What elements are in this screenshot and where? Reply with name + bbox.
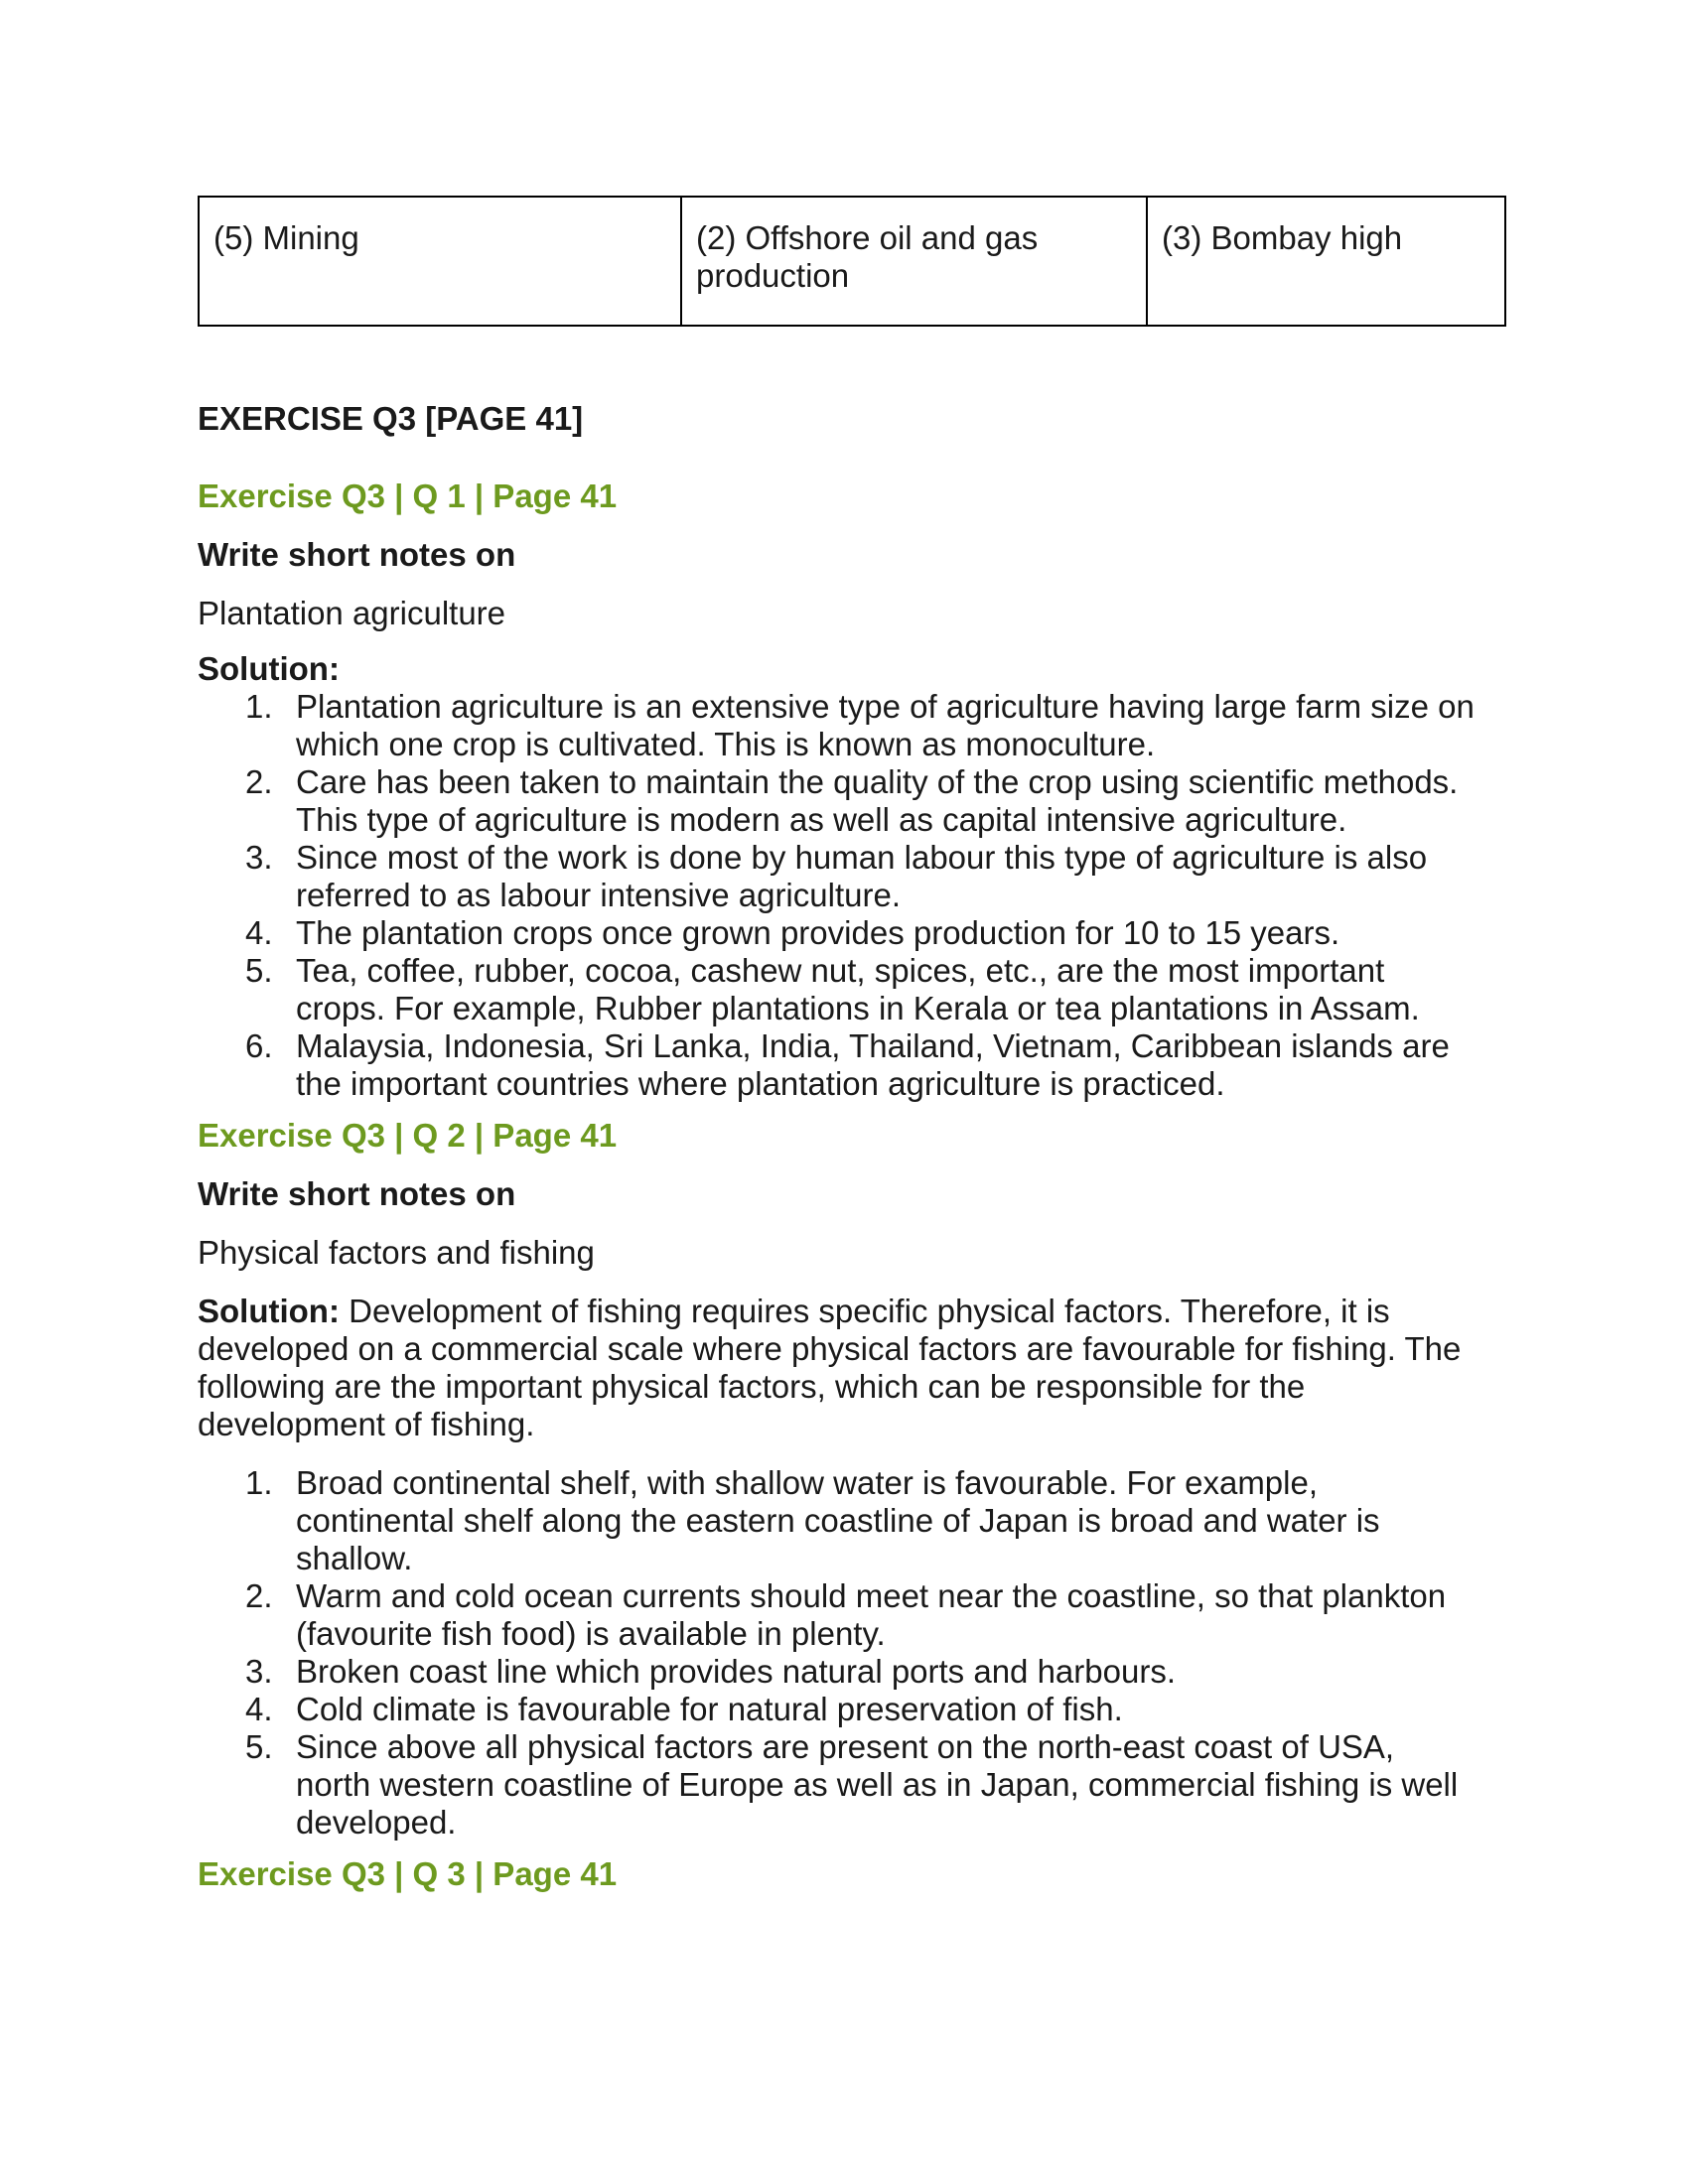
list-item-line: continental shelf along the eastern coastline of Japan is broad and water is (296, 1502, 1380, 1539)
list-item-line: Since above all physical factors are present on the north-east coast of USA, (296, 1728, 1395, 1765)
solution-label: Solution: (198, 1293, 340, 1329)
solution-list (198, 688, 1504, 1103)
table-cell: (2) Offshore oil and gas production (681, 197, 1147, 326)
document-page (198, 196, 1504, 1893)
table-cell: (3) Bombay high (1147, 197, 1505, 326)
list-item (198, 763, 1504, 839)
list-number: 3. (245, 839, 273, 876)
list-item (198, 1577, 1504, 1653)
list-number: 1. (245, 1464, 273, 1501)
paragraph-line: developed on a commercial scale where physical factors are favourable for fishing. The (198, 1330, 1462, 1367)
list-item-line: north western coastline of Europe as well as in Japan, commercial fishing is well (296, 1766, 1459, 1803)
solution-paragraph (198, 1293, 1504, 1443)
list-number: 2. (245, 1577, 273, 1614)
list-item-line: The plantation crops once grown provides production for 10 to 15 years. (296, 914, 1340, 951)
question-prompt: Write short notes on (198, 536, 516, 573)
list-number: 2. (245, 763, 273, 800)
list-item-line: This type of agriculture is modern as well as capital intensive agriculture. (296, 801, 1347, 838)
list-number: 5. (245, 1728, 273, 1765)
question-heading: Exercise Q3 | Q 1 | Page 41 (198, 478, 618, 514)
list-item-line: Tea, coffee, rubber, cocoa, cashew nut, spices, etc., are the most important (296, 952, 1385, 989)
list-item (198, 952, 1504, 1027)
question-heading: Exercise Q3 | Q 3 | Page 41 (198, 1855, 618, 1892)
question-topic: Plantation agriculture (198, 595, 506, 631)
question-heading: Exercise Q3 | Q 2 | Page 41 (198, 1117, 618, 1154)
list-item-line: the important countries where plantation agriculture is practiced. (296, 1065, 1225, 1102)
list-item-line: Since most of the work is done by human labour this type of agriculture is also (296, 839, 1428, 876)
list-item (198, 688, 1504, 763)
list-item-line: Plantation agriculture is an extensive type of agriculture having large farm size on (296, 688, 1475, 725)
list-item-line: Warm and cold ocean currents should meet near the coastline, so that plankton (296, 1577, 1447, 1614)
solution-list (198, 1464, 1504, 1842)
table-cell: (5) Mining (199, 197, 681, 326)
list-item-line: (favourite fish food) is available in plenty. (296, 1615, 886, 1652)
list-item-line: Broken coast line which provides natural ports and harbours. (296, 1653, 1176, 1690)
list-item-line: developed. (296, 1804, 457, 1841)
paragraph-line: Development of fishing requires specific physical factors. Therefore, it is (339, 1293, 1390, 1329)
list-number: 4. (245, 1691, 273, 1727)
solution-intro (198, 1293, 1461, 1442)
list-item-line: referred to as labour intensive agriculture. (296, 877, 901, 913)
list-number: 6. (245, 1027, 273, 1064)
list-item (198, 1027, 1504, 1103)
question-topic: Physical factors and fishing (198, 1234, 595, 1271)
solution-label: Solution: (198, 650, 340, 687)
list-item-line: shallow. (296, 1540, 413, 1576)
match-table (198, 196, 1506, 327)
list-item (198, 1653, 1504, 1691)
section-title: EXERCISE Q3 [PAGE 41] (198, 400, 584, 437)
list-item (198, 1464, 1504, 1577)
paragraph-line: development of fishing. (198, 1406, 535, 1442)
list-number: 4. (245, 914, 273, 951)
list-item-line: which one crop is cultivated. This is known as monoculture. (296, 726, 1156, 762)
list-number: 5. (245, 952, 273, 989)
list-item-line: Cold climate is favourable for natural preservation of fish. (296, 1691, 1123, 1727)
list-item-line: Broad continental shelf, with shallow water is favourable. For example, (296, 1464, 1319, 1501)
list-item (198, 1691, 1504, 1728)
list-number: 3. (245, 1653, 273, 1690)
list-item-line: crops. For example, Rubber plantations in Kerala or tea plantations in Assam. (296, 990, 1420, 1026)
question-prompt: Write short notes on (198, 1175, 516, 1212)
list-item-line: Care has been taken to maintain the quality of the crop using scientific methods. (296, 763, 1459, 800)
table-row (199, 197, 1505, 326)
list-item (198, 914, 1504, 952)
list-item (198, 839, 1504, 914)
list-number: 1. (245, 688, 273, 725)
list-item (198, 1728, 1504, 1842)
paragraph-line: following are the important physical factors, which can be responsible for the (198, 1368, 1306, 1405)
list-item-line: Malaysia, Indonesia, Sri Lanka, India, Thailand, Vietnam, Caribbean islands are (296, 1027, 1450, 1064)
